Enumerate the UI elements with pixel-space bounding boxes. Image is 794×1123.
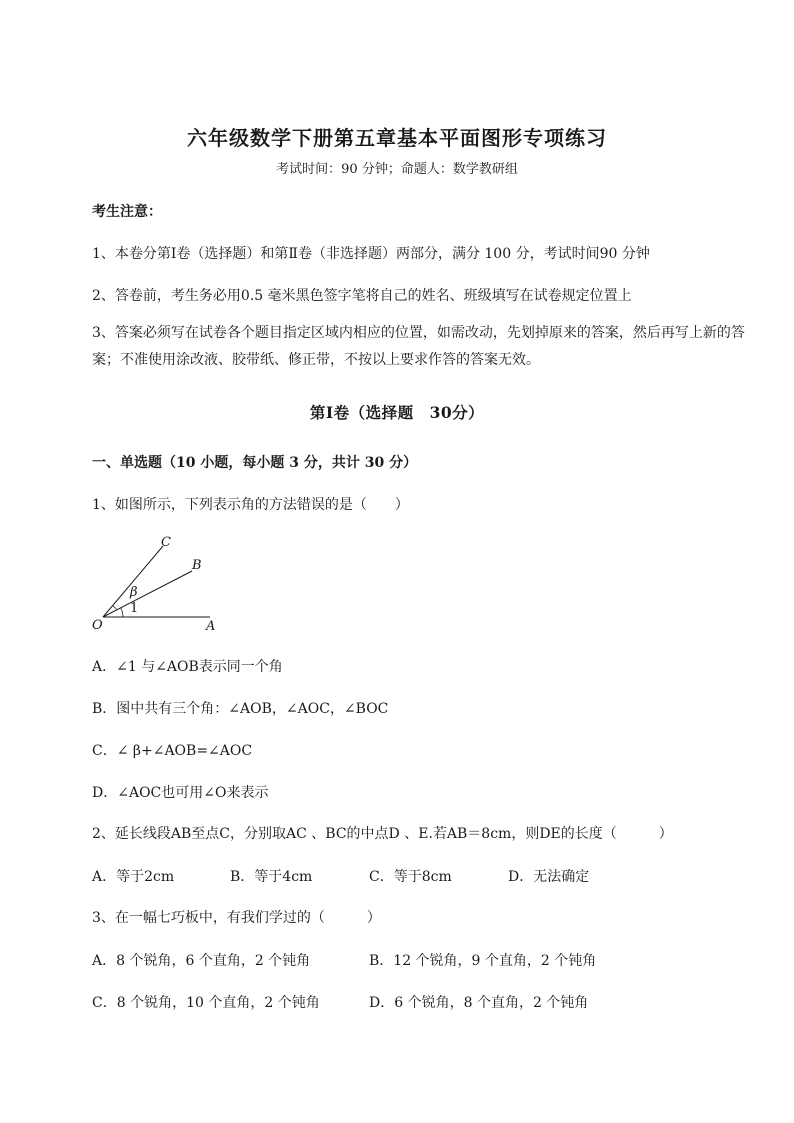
- question-3-option-b: B．12 个锐角，9 个直角，2 个钝角: [369, 953, 597, 969]
- question-3-option-c: C．8 个锐角，10 个直角，2 个钝角: [92, 995, 320, 1011]
- question-3-option-a: A．8 个锐角，6 个直角，2 个钝角: [92, 953, 311, 969]
- exam-info: 考试时间：90 分钟；命题人：数学教研组: [276, 162, 518, 177]
- label-A: A: [206, 619, 216, 634]
- question-2-option-a: A．等于2cm: [92, 869, 175, 885]
- angle-1-arc: [121, 608, 123, 617]
- question-2-option-b: B．等于4cm: [230, 869, 313, 885]
- label-beta: β: [130, 585, 138, 600]
- notice-item-2: 2、答卷前，考生务必用0.5 毫米黑色签字笔将自己的姓名、班级填写在试卷规定位置上: [92, 288, 632, 304]
- ray-OB: [103, 571, 192, 617]
- question-1-stem: 1、如图所示，下列表示角的方法错误的是（ ）: [92, 497, 409, 513]
- question-1-option-a: A．∠1 与∠AOB表示同一个角: [92, 659, 283, 675]
- label-C: C: [161, 535, 171, 550]
- question-2-option-d: D．无法确定: [508, 869, 590, 885]
- section-title: 第Ⅰ卷（选择题 30分）: [309, 403, 485, 422]
- part-title: 一、单选题（10 小题，每小题 3 分，共计 30 分）: [92, 455, 418, 471]
- question-3-stem: 3、在一幅七巧板中，有我们学过的（ ）: [92, 910, 381, 926]
- question-2-option-c: C．等于8cm: [369, 869, 452, 885]
- question-3-option-d: D．6 个锐角，8 个直角，2 个钝角: [369, 995, 589, 1011]
- notice-item-3: 3、答案必须写在试卷各个题目指定区域内相应的位置，如需改动，先划掉原来的答案，然后再写上新的答案；不准使用涂改液、胶带纸、修正带，不按以上要求作答的答案无效。: [92, 325, 745, 368]
- question-1-option-d: D．∠AOC也可用∠O来表示: [92, 785, 269, 801]
- question-1-option-b: B．图中共有三个角：∠AOB，∠AOC，∠BOC: [92, 701, 389, 717]
- label-1: 1: [130, 601, 139, 616]
- question-2-stem: 2、延长线段AB至点C，分别取AC 、BC的中点D 、E.若AB＝8cm，则DE的长度（ ）: [92, 826, 673, 842]
- notice-heading: 考生注意：: [92, 204, 162, 220]
- label-B: B: [192, 558, 202, 573]
- page-title: 六年级数学下册第五章基本平面图形专项练习: [187, 126, 607, 150]
- question-1-option-c: C．∠ β+∠AOB=∠AOC: [92, 743, 253, 759]
- notice-item-1: 1、本卷分第Ⅰ卷（选择题）和第Ⅱ卷（非选择题）两部分，满分 100 分，考试时间90 分钟: [92, 246, 650, 262]
- label-O: O: [92, 618, 103, 633]
- angle-figure: [88, 533, 228, 635]
- angle-beta-arc: [113, 606, 117, 610]
